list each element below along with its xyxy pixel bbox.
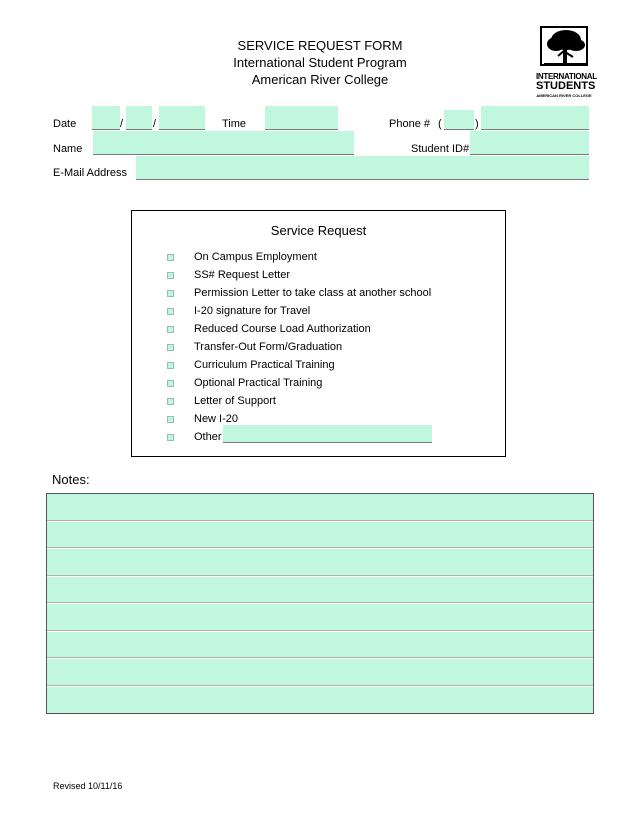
logo-line-1: INTERNATIONAL xyxy=(536,72,597,81)
phone-open-paren: ( xyxy=(438,118,442,130)
time-label: Time xyxy=(222,118,247,130)
notes-line-1[interactable] xyxy=(47,494,593,521)
checkbox-ss-request-letter[interactable] xyxy=(167,272,174,279)
form-title: SERVICE REQUEST FORM xyxy=(237,38,403,53)
revised-date: Revised 10/11/16 xyxy=(53,781,123,791)
phone-close-paren: ) xyxy=(475,118,479,130)
email-label: E-Mail Address xyxy=(53,167,127,179)
option-permission-letter: Permission Letter to take class at another school xyxy=(194,287,432,299)
student-id-label: Student ID# xyxy=(411,143,470,155)
option-new-i20: New I-20 xyxy=(194,413,239,425)
checkbox-optional-practical-training[interactable] xyxy=(167,380,174,387)
notes-line-7[interactable] xyxy=(47,659,593,686)
logo-line-3: AMERICAN RIVER COLLEGE xyxy=(536,93,592,98)
college-name: American River College xyxy=(251,72,389,87)
time-field[interactable] xyxy=(265,106,338,130)
name-label: Name xyxy=(53,143,83,155)
option-curriculum-practical-training: Curriculum Practical Training xyxy=(194,359,335,371)
option-i20-signature-travel: I-20 signature for Travel xyxy=(194,305,311,317)
checkbox-on-campus-employment[interactable] xyxy=(167,254,174,261)
checkbox-curriculum-practical-training[interactable] xyxy=(167,362,174,369)
date-separator-2: / xyxy=(153,118,157,130)
option-ss-request-letter: SS# Request Letter xyxy=(194,269,291,281)
name-field[interactable] xyxy=(93,131,354,155)
date-day-field[interactable] xyxy=(126,106,152,130)
phone-label: Phone # xyxy=(389,118,430,130)
notes-line-5[interactable] xyxy=(47,604,593,631)
checkbox-permission-letter[interactable] xyxy=(167,290,174,297)
notes-line-8[interactable] xyxy=(47,687,593,713)
option-reduced-course-load: Reduced Course Load Authorization xyxy=(194,323,371,335)
option-other: Other xyxy=(194,431,222,443)
phone-number-field[interactable] xyxy=(481,106,589,130)
checkbox-i20-signature-travel[interactable] xyxy=(167,308,174,315)
tree-icon xyxy=(536,24,592,70)
date-separator-1: / xyxy=(120,118,124,130)
date-month-field[interactable] xyxy=(92,106,120,130)
notes-line-3[interactable] xyxy=(47,549,593,576)
checkbox-new-i20[interactable] xyxy=(167,416,174,423)
option-optional-practical-training: Optional Practical Training xyxy=(194,377,323,389)
checkbox-letter-of-support[interactable] xyxy=(167,398,174,405)
notes-line-6[interactable] xyxy=(47,632,593,658)
option-on-campus-employment: On Campus Employment xyxy=(194,251,317,263)
checkbox-reduced-course-load[interactable] xyxy=(167,326,174,333)
date-label: Date xyxy=(53,118,77,130)
program-name: International Student Program xyxy=(233,55,407,70)
option-transfer-out: Transfer-Out Form/Graduation xyxy=(194,341,343,353)
notes-line-2[interactable] xyxy=(47,522,593,548)
other-field[interactable] xyxy=(223,425,432,443)
date-year-field[interactable] xyxy=(159,106,205,130)
notes-label: Notes: xyxy=(52,472,90,487)
checkbox-transfer-out[interactable] xyxy=(167,344,174,351)
checkbox-other[interactable] xyxy=(167,434,174,441)
international-students-logo xyxy=(536,24,597,100)
service-request-title: Service Request xyxy=(270,223,367,238)
notes-line-4[interactable] xyxy=(47,577,593,603)
option-letter-of-support: Letter of Support xyxy=(194,395,276,407)
email-field[interactable] xyxy=(136,156,589,180)
student-id-field[interactable] xyxy=(470,131,589,155)
phone-area-code-field[interactable] xyxy=(444,110,474,130)
logo-line-2: STUDENTS xyxy=(536,80,596,92)
